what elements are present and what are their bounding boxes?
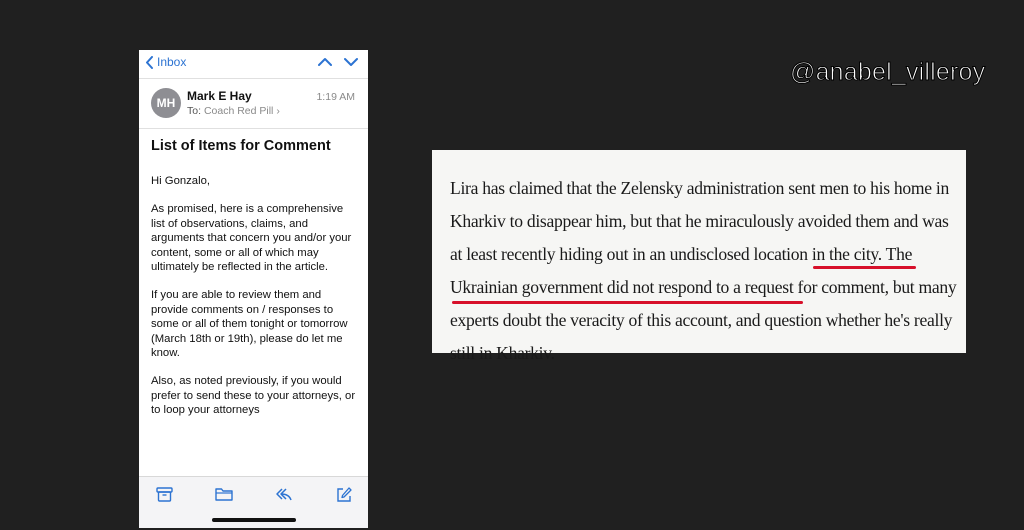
recipient-name: Coach Red Pill: [203, 105, 274, 117]
nav-divider: [139, 78, 368, 79]
article-text: Lira has claimed that the Zelensky administration sent men to his home in Kharkiv to disappear him, but that he miraculously avoided them and was at least recently hiding out in an undisclosed location in the city. The Ukrainian government did not respond to a request for comment, but many experts doubt the veracity of this account, and question whether he's really still in Kharkiv.: [450, 178, 957, 363]
folder-icon[interactable]: [215, 487, 233, 502]
chevron-up-icon[interactable]: [318, 57, 332, 67]
sender-avatar[interactable]: MH: [151, 88, 181, 118]
header-divider: [139, 128, 368, 129]
article-excerpt: [432, 150, 966, 363]
email-paragraph: Hi Gonzalo,: [151, 175, 211, 187]
email-paragraph: If you are able to review them and provide comments on / responses to some or all of them tonight or tomorrow (March 18th or 19th), please do let me know.: [151, 289, 348, 360]
compose-icon[interactable]: [336, 487, 352, 502]
highlight-underline: [813, 266, 916, 269]
chevron-down-icon[interactable]: [344, 57, 358, 67]
highlight-underline: [452, 301, 803, 304]
to-label: To:: [187, 105, 202, 117]
back-to-inbox-button[interactable]: [145, 55, 186, 69]
back-label: Inbox: [157, 55, 187, 69]
archive-icon[interactable]: [156, 487, 173, 502]
mail-nav-bar: [139, 50, 368, 78]
email-subject: List of Items for Comment: [151, 138, 331, 154]
email-body: [151, 174, 357, 432]
recipient-line[interactable]: [187, 105, 280, 117]
email-paragraph: As promised, here is a comprehensive list of observations, claims, and arguments that concern you and/or your content, some or all of which may ultimately be reflected in the article.: [151, 203, 352, 274]
email-time: 1:19 AM: [316, 91, 355, 103]
phone-mail-screen: [139, 50, 368, 528]
home-indicator[interactable]: [212, 518, 296, 522]
reply-icon[interactable]: [275, 487, 293, 502]
chevron-left-icon: [145, 56, 154, 69]
watermark: @anabel_villeroy: [790, 58, 986, 86]
sender-name[interactable]: Mark E Hay: [187, 89, 252, 103]
chevron-right-icon: ›: [276, 105, 280, 117]
email-paragraph: Also, as noted previously, if you would prefer to send these to your attorneys, or to loop your attorneys: [151, 375, 356, 417]
